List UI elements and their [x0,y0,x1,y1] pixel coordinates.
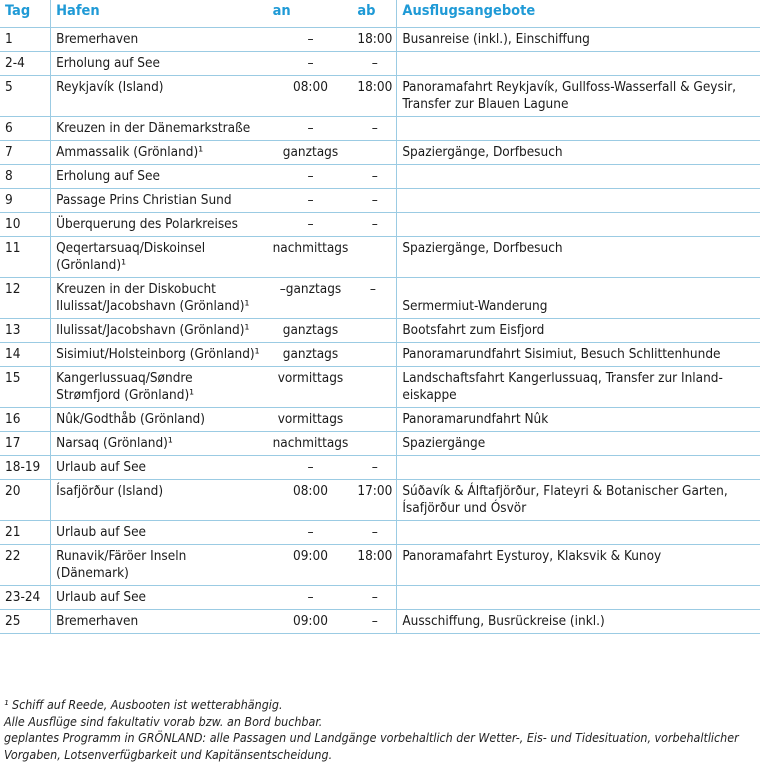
cell-an [268,278,353,319]
cell-tag: 1 [0,28,51,52]
cell-line: Erholung auf See [56,55,160,71]
cell-tag: 14 [0,343,51,367]
cell-ausflug [397,319,760,343]
cell-line: (Dänemark) [56,565,129,581]
cell-line: Panoramarundfahrt Nûk [402,411,549,427]
cell-an [268,521,353,545]
cell-ausflug [397,213,760,237]
table-row [0,408,760,432]
table-row [0,237,760,278]
table-row [0,189,760,213]
cell-line: eiskappe [402,387,457,403]
cell-tag: 8 [0,165,51,189]
cell-ab [352,545,397,586]
cell-line: 08:00 [292,483,328,499]
cell-hafen [51,586,268,610]
cell-line: Súðavík & Álftafjörður, Flateyri & Botanischer Garten, [402,483,728,499]
cell-line: Panoramarundfahrt Sisimiut, Besuch Schlittenhunde [402,346,721,362]
cell-line: – [371,613,378,629]
cell-ab [352,117,397,141]
cell-line [402,459,756,476]
table-row [0,456,760,480]
cell-line [373,435,377,451]
cell-line: – [279,281,286,297]
cell-hafen [51,28,268,52]
footnote-groenland: geplantes Programm in GRÖNLAND: alle Passagen und Landgänge vorbehaltlich der Wetter-, Eis- und Tidesituation, vorbehaltlicher Vorgaben, Lotsenverfügbarkeit und Kapitänsentscheidung. [4,730,739,762]
cell-line [402,281,756,298]
cell-line: 17:00 [357,483,393,499]
cell-an [268,343,353,367]
cell-ausflug [397,189,760,213]
cell-line: 18:00 [357,31,393,47]
cell-hafen [51,545,268,586]
footnotes [4,697,756,763]
cell-line: ganztags [285,281,342,297]
cell-ausflug [397,480,760,521]
cell-line [373,144,377,160]
itinerary-rows [0,28,760,634]
cell-ausflug [397,408,760,432]
cell-line: Reykjavík (Island) [56,79,164,95]
cell-line: Qeqertarsuaq/Diskoinsel [56,240,206,256]
cell-line: – [369,281,376,297]
cell-line: (Grönland)¹ [56,257,126,273]
cell-ab [352,76,397,117]
cell-hafen [51,456,268,480]
cell-line: Panoramafahrt Reykjavík, Gullfoss-Wasserfall & Geysir, [402,79,737,95]
cell-line [402,589,756,606]
cell-hafen [51,319,268,343]
cell-ausflug [397,278,760,319]
cell-line: – [307,120,314,136]
footnote-ausfluege: Alle Ausflüge sind fakultativ vorab bzw. an Bord buchbar. [4,713,323,729]
table-row [0,319,760,343]
cell-line: Ilulissat/Jacobshavn (Grönland)¹ [56,322,250,338]
cell-hafen [51,117,268,141]
cell-ab [352,408,397,432]
cell-an [268,545,353,586]
table-row [0,343,760,367]
cell-tag: 13 [0,319,51,343]
cell-ab [352,213,397,237]
cell-ab [352,28,397,52]
table-row [0,117,760,141]
cell-tag: 16 [0,408,51,432]
cell-line: 18:00 [357,548,393,564]
cell-an [268,76,353,117]
cell-line: 09:00 [292,613,328,629]
cell-line: – [371,192,378,208]
cell-line: Spaziergänge [402,435,486,451]
cell-ausflug [397,586,760,610]
cell-ausflug [397,141,760,165]
cell-hafen [51,432,268,456]
header-row [0,0,760,28]
cell-line: – [307,216,314,232]
cell-line: – [371,168,378,184]
cell-line: – [371,459,378,475]
table-row [0,28,760,52]
cell-ab [352,480,397,521]
cell-tag: 9 [0,189,51,213]
cell-line [402,168,756,185]
cell-tag: 2-4 [0,52,51,76]
cell-an [268,586,353,610]
cell-ab [352,278,397,319]
cell-line: nachmittags [272,435,349,451]
cell-ausflug [397,367,760,408]
cell-hafen [51,189,268,213]
cell-line [402,192,756,209]
cell-hafen [51,141,268,165]
cell-line [373,346,377,362]
cell-tag: 21 [0,521,51,545]
cell-line: ganztags [282,346,339,362]
cell-line: Kreuzen in der Dänemarkstraße [56,120,251,136]
cell-an [268,52,353,76]
cell-line: Nûk/Godthåb (Grönland) [56,411,206,427]
table-row [0,480,760,521]
header-an: an [272,3,291,19]
cell-line [376,281,380,297]
cell-line: Runavik/Färöer Inseln [56,548,187,564]
cell-line: Sermermiut-Wanderung [402,298,548,314]
cell-line: Überquerung des Polarkreises [56,216,238,232]
cell-ab [352,432,397,456]
cell-hafen [51,213,268,237]
cell-ab [352,189,397,213]
cell-ab [352,586,397,610]
cell-tag: 12 [0,278,51,319]
table-row [0,52,760,76]
cell-hafen [51,367,268,408]
cell-hafen [51,480,268,521]
cell-line: 09:00 [292,548,328,564]
cell-line: – [371,524,378,540]
cell-ausflug [397,117,760,141]
cell-line: Strømfjord (Grönland)¹ [56,387,195,403]
cell-an [268,117,353,141]
cell-ausflug [397,545,760,586]
cell-hafen [51,278,268,319]
cell-ausflug [397,237,760,278]
cell-ausflug [397,28,760,52]
cell-line: – [307,589,314,605]
table-row [0,76,760,117]
cell-hafen [51,408,268,432]
cell-line: Narsaq (Grönland)¹ [56,435,173,451]
cell-line [373,240,377,256]
cell-ausflug [397,343,760,367]
cell-ab [352,367,397,408]
cell-line: ganztags [282,322,339,338]
cell-hafen [51,76,268,117]
cell-an [268,367,353,408]
cell-line [402,55,756,72]
cell-an [268,28,353,52]
cell-tag: 10 [0,213,51,237]
cell-ab [352,343,397,367]
cell-line: Ilulissat/Jacobshavn (Grönland)¹ [56,298,250,314]
cell-line: nachmittags [272,240,349,256]
cell-line: vormittags [277,370,344,386]
cell-ab [352,52,397,76]
cell-line: – [307,55,314,71]
cell-ausflug [397,76,760,117]
cell-ab [352,141,397,165]
cell-line [402,524,756,541]
cell-line: 18:00 [357,79,393,95]
cell-line: Ísafjörður (Island) [56,483,164,499]
cell-tag: 6 [0,117,51,141]
cell-line: Ausschiffung, Busrückreise (inkl.) [402,613,605,629]
cell-ab [352,237,397,278]
table-row [0,545,760,586]
cell-hafen [51,165,268,189]
cell-tag: 15 [0,367,51,408]
cell-ausflug [397,610,760,634]
cell-hafen [51,343,268,367]
cell-an [268,165,353,189]
cell-line: Ammassalik (Grönland)¹ [56,144,204,160]
cell-line: Kangerlussuaq/Søndre [56,370,193,386]
cell-line: Kreuzen in der Diskobucht [56,281,216,297]
cell-ab [352,456,397,480]
cell-ausflug [397,456,760,480]
cell-ab [352,165,397,189]
cell-line: Erholung auf See [56,168,160,184]
cell-line: Spaziergänge, Dorfbesuch [402,144,563,160]
cell-hafen [51,237,268,278]
cell-ab [352,521,397,545]
cell-line: – [371,120,378,136]
cell-an [268,189,353,213]
table-row [0,586,760,610]
cell-tag: 23-24 [0,586,51,610]
cell-line: – [307,168,314,184]
cell-line: Busanreise (inkl.), Einschiffung [402,31,590,47]
cell-tag: 11 [0,237,51,278]
cell-line: – [307,192,314,208]
cell-line: 08:00 [292,79,328,95]
cell-an [268,319,353,343]
cell-ausflug [397,52,760,76]
cell-line [373,411,377,427]
footnote-reede: ¹ Schiff auf Reede, Ausbooten ist wetterabhängig. [4,697,283,712]
table-row [0,432,760,456]
cell-hafen [51,52,268,76]
cell-line: Urlaub auf See [56,524,147,540]
table-row [0,141,760,165]
cell-line [402,120,756,137]
cell-line [373,322,377,338]
table-row [0,213,760,237]
cell-hafen [51,521,268,545]
cell-ausflug [397,521,760,545]
cell-tag: 25 [0,610,51,634]
cell-line: Urlaub auf See [56,459,147,475]
header-tag: Tag [5,3,31,19]
cell-an [268,610,353,634]
cell-ausflug [397,165,760,189]
cell-an [268,141,353,165]
cell-line: vormittags [277,411,344,427]
header-hafen: Hafen [51,0,268,28]
cell-an [268,237,353,278]
cell-line [373,370,377,386]
table-row [0,367,760,408]
cell-ausflug [397,432,760,456]
cell-ab [352,319,397,343]
cell-hafen [51,610,268,634]
cell-line: Passage Prins Christian Sund [56,192,232,208]
cell-line: – [307,31,314,47]
cell-line: – [371,589,378,605]
cell-line: Spaziergänge, Dorfbesuch [402,240,563,256]
cell-tag: 18-19 [0,456,51,480]
cell-an [268,408,353,432]
cell-ab [352,610,397,634]
cell-tag: 5 [0,76,51,117]
cell-tag: 7 [0,141,51,165]
cell-an [268,480,353,521]
cell-an [268,456,353,480]
table-row [0,610,760,634]
cell-line: Urlaub auf See [56,589,147,605]
cell-line: Sisimiut/Holsteinborg (Grönland)¹ [56,346,260,362]
header-ab: ab [357,3,376,19]
cell-line: – [371,55,378,71]
cell-line: ganztags [282,144,339,160]
cell-line: Bootsfahrt zum Eisfjord [402,322,545,338]
cell-tag: 17 [0,432,51,456]
cell-line: Landschaftsfahrt Kangerlussuaq, Transfer zur Inland- [402,370,723,386]
cell-line: Ísafjörður und Ósvör [402,500,527,516]
cell-line: – [307,524,314,540]
cell-line: Bremerhaven [56,613,139,629]
table-row [0,521,760,545]
cell-tag: 20 [0,480,51,521]
table-row [0,278,760,319]
cell-line: – [371,216,378,232]
cell-line: Bremerhaven [56,31,139,47]
cell-line: – [307,459,314,475]
cell-tag: 22 [0,545,51,586]
cell-line [402,216,756,233]
cell-line: Transfer zur Blauen Lagune [402,96,569,112]
cell-an [268,432,353,456]
cell-line: Panoramafahrt Eysturoy, Klaksvik & Kunoy [402,548,662,564]
table-row [0,165,760,189]
cell-an [268,213,353,237]
header-ausflug: Ausflugsangebote [397,0,760,28]
